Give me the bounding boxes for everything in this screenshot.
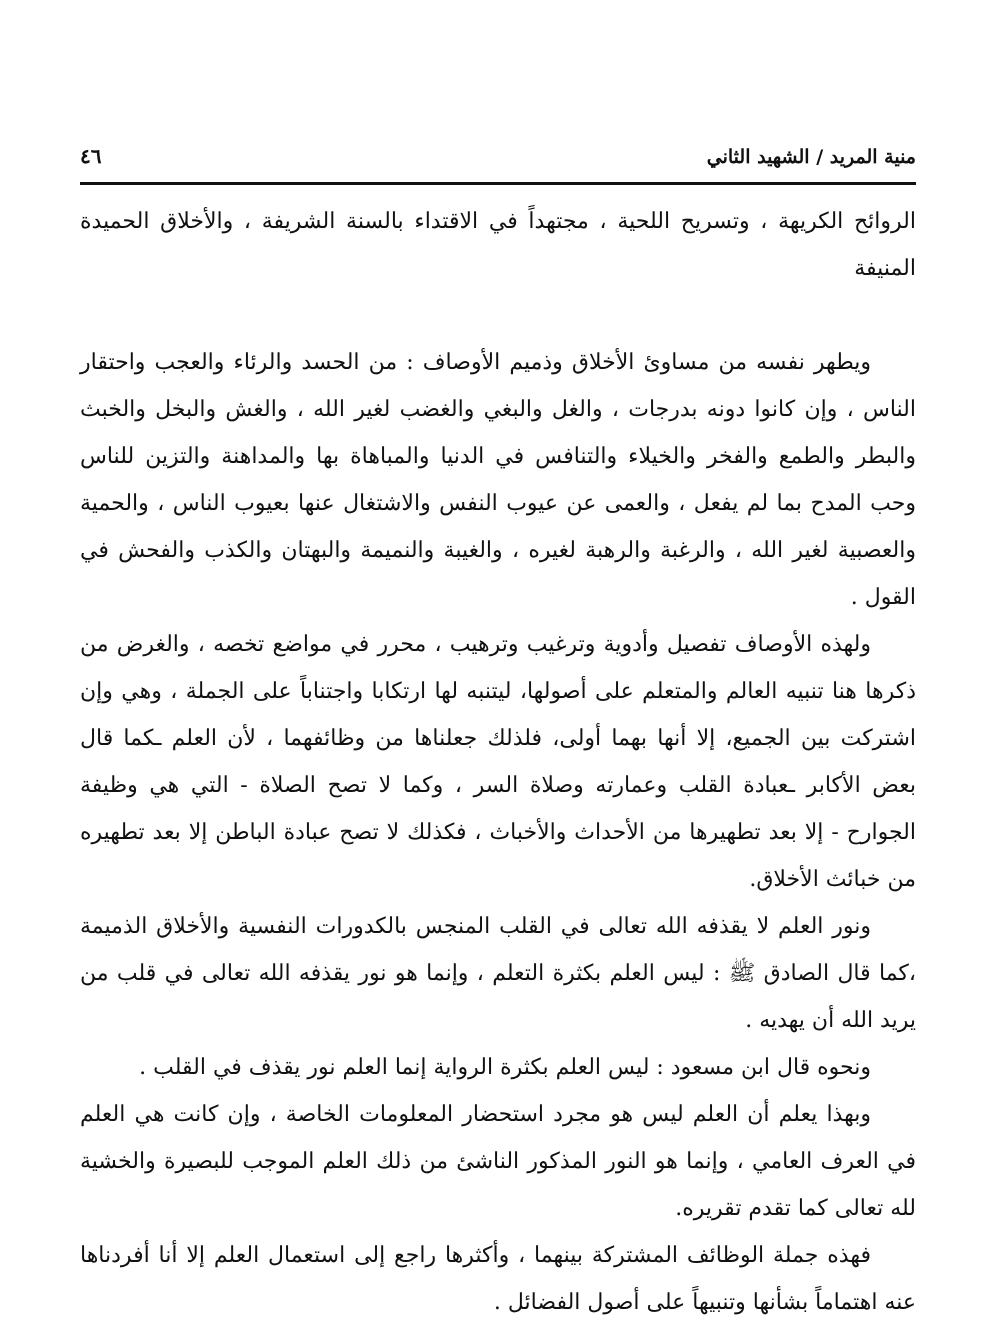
paragraph: ويطهر نفسه من مساوئ الأخلاق وذميم الأوصاف : من الحسد والرئاء والعجب واحتقار الناس ، وإن كانوا دونه بدرجات ، والغل والبغي والغضب لغير الله ، والغش والبخل والخبث والبطر والطمع والفخر والخيلاء والتنافس في الدنيا والمباهاة بها والمداهنة والتزين للناس وحب المدح بما لم يفعل ، والعمى عن عيوب النفس والاشتغال عنها بعيوب الناس ، والحمية والعصبية لغير الله ، والرغبة والرهبة لغيره ، والغيبة والنميمة والبهتان والكذب والفحش في القول . <box>80 350 916 610</box>
header-title: منية المريد / الشهيد الثاني <box>706 146 916 168</box>
page-number: ٤٦ <box>80 144 102 168</box>
paragraph: فهذه جملة الوظائف المشتركة بينهما ، وأكثرها راجع إلى استعمال العلم إلا أنا أفردناها عنه اهتماماً بشأنها وتنبيهاً على أصول الفضائل . <box>80 1243 916 1315</box>
paragraph-continuation: الروائح الكريهة ، وتسريح اللحية ، مجتهداً في الاقتداء بالسنة الشريفة ، والأخلاق الحميدة المنيفة <box>80 209 916 281</box>
paragraph: ونحوه قال ابن مسعود : ليس العلم بكثرة الرواية إنما العلم نور يقذف في القلب . <box>139 1055 871 1080</box>
paragraph: ونور العلم لا يقذفه الله تعالى في القلب المنجس بالكدورات النفسية والأخلاق الذميمة ،كما قال الصادق ﷺ : ليس العلم بكثرة التعلم ، وإنما هو نور يقذفه الله تعالى في قلب من يريد الله أن يهديه . <box>80 914 916 1033</box>
running-header <box>80 140 916 185</box>
paragraph: وبهذا يعلم أن العلم ليس هو مجرد استحضار المعلومات الخاصة ، وإن كانت هي العلم في العرف العامي ، وإنما هو النور المذكور الناشئ من ذلك العلم الموجب للبصيرة والخشية لله تعالى كما تقدم تقريره. <box>80 1102 916 1221</box>
paragraph: ولهذه الأوصاف تفصيل وأدوية وترغيب وترهيب ، محرر في مواضع تخصه ، والغرض من ذكرها هنا تنبيه العالم والمتعلم على أصولها، ليتنبه لها ارتكابا واجتناباً على الجملة ، وهي وإن اشتركت بين الجميع، إلا أنها بهما أولى، فلذلك جعلناها من وظائفهما ، لأن العلم ـكما قال بعض الأكابر ـعبادة القلب وعمارته وصلاة السر ، وكما لا تصح الصلاة - التي هي وظيفة الجوارح - إلا بعد تطهيرها من الأحداث والأخباث ، فكذلك لا تصح عبادة الباطن إلا بعد تطهيره من خبائث الأخلاق. <box>80 632 916 892</box>
body-text <box>80 198 916 1326</box>
